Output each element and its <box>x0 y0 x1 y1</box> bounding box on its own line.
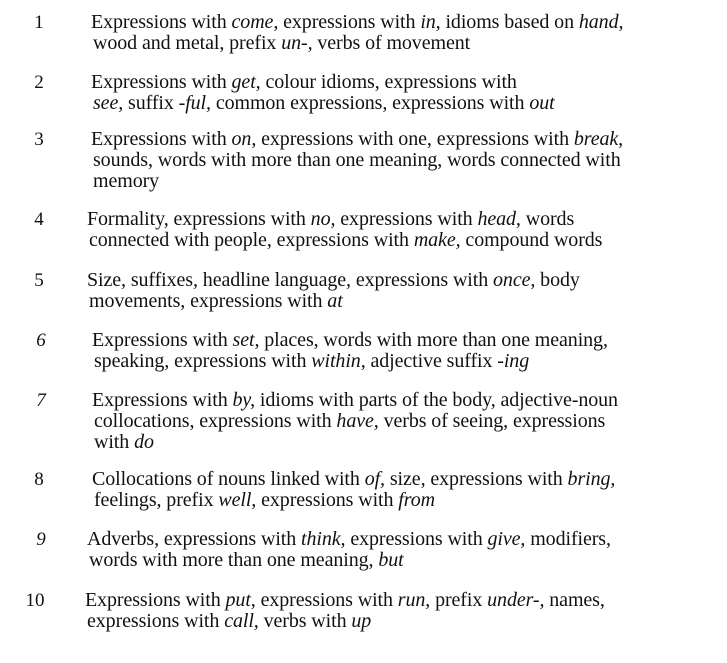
unit-number: 3 <box>34 129 44 150</box>
topic-text: sounds, words with more than one meaning, words connected with <box>93 149 621 171</box>
topic-text: size, expressions with <box>384 468 568 490</box>
topic-text: Adverbs, expressions with <box>87 528 302 550</box>
keyword-italic: think, <box>301 528 346 550</box>
keyword-italic: of, <box>364 468 385 490</box>
unit-number: 5 <box>34 270 44 291</box>
keyword-italic: set, <box>232 329 260 351</box>
topic-line <box>91 150 721 171</box>
keyword-italic: give, <box>487 528 526 550</box>
topic-text: Formality, expressions with <box>87 208 311 230</box>
keyword-italic: on, <box>231 128 257 150</box>
keyword-italic: hand, <box>578 11 624 33</box>
topic-text: verbs of movement <box>312 32 471 54</box>
topic-text: expressions with one, expressions with <box>256 128 574 150</box>
unit-number: 7 <box>36 390 46 411</box>
topic-text: colour idioms, expressions with <box>260 71 517 93</box>
keyword-italic: well, <box>218 489 257 511</box>
topic-line <box>87 291 717 312</box>
topic-text: places, words with more than one meaning, <box>259 329 608 351</box>
keyword-italic: make, <box>413 229 461 251</box>
topic-text: collocations, expressions with <box>94 410 337 432</box>
topic-text: connected with people, expressions with <box>89 229 414 251</box>
keyword-italic: under-, <box>487 589 545 611</box>
keyword-italic: once, <box>493 269 536 291</box>
unit-number: 2 <box>34 72 44 93</box>
topic-line <box>92 390 722 411</box>
keyword-italic: -ing <box>497 350 530 372</box>
topic-text: expressions with <box>335 208 478 230</box>
topic-line <box>92 351 722 372</box>
topic-line <box>87 529 717 550</box>
topic-text: movements, expressions with <box>89 290 328 312</box>
topic-text: Expressions with <box>91 128 232 150</box>
topic-line <box>87 550 717 571</box>
keyword-italic: see, <box>93 92 124 114</box>
unit-topics <box>87 529 717 571</box>
keyword-italic: come, <box>231 11 279 33</box>
topic-text: body <box>535 269 580 291</box>
topic-text: prefix <box>430 589 488 611</box>
unit-topics <box>92 469 722 511</box>
topic-text: speaking, expressions with <box>94 350 312 372</box>
topic-text: words <box>520 208 575 230</box>
unit-topics <box>85 590 715 632</box>
keyword-italic: out <box>529 92 555 114</box>
topic-text: expressions with <box>278 11 421 33</box>
topic-text: Size, suffixes, headline language, expressions with <box>87 269 494 291</box>
topic-text: Expressions with <box>92 329 233 351</box>
topic-line <box>87 270 717 291</box>
keyword-italic: by, <box>232 389 256 411</box>
unit-number: 4 <box>34 209 44 230</box>
topic-text: Collocations of nouns linked with <box>92 468 365 490</box>
topic-text: idioms based on <box>440 11 579 33</box>
keyword-italic: un-, <box>281 32 313 54</box>
keyword-italic: run, <box>397 589 431 611</box>
topic-line <box>92 411 722 432</box>
keyword-italic: from <box>398 489 435 511</box>
topic-text: adjective suffix <box>365 350 498 372</box>
unit-number: 9 <box>36 529 46 550</box>
keyword-italic: at <box>327 290 343 312</box>
keyword-italic: put, <box>225 589 256 611</box>
topic-line <box>85 590 715 611</box>
topic-line <box>87 209 717 230</box>
unit-topics <box>91 12 721 54</box>
topic-text: words with more than one meaning, <box>89 549 379 571</box>
keyword-italic: call, <box>224 610 259 632</box>
topic-text: expressions with <box>255 589 398 611</box>
keyword-italic: bring, <box>567 468 616 490</box>
topic-line <box>91 93 721 114</box>
unit-topics <box>92 330 722 372</box>
keyword-italic: have, <box>336 410 379 432</box>
topic-line <box>92 330 722 351</box>
keyword-italic: break, <box>573 128 624 150</box>
topic-text: verbs with <box>258 610 352 632</box>
topic-text: Expressions with <box>91 11 232 33</box>
topic-line <box>92 490 722 511</box>
keyword-italic: up <box>351 610 372 632</box>
topic-text: expressions with <box>345 528 488 550</box>
unit-number: 10 <box>25 590 45 611</box>
topic-text: compound words <box>460 229 603 251</box>
topic-text: Expressions with <box>85 589 226 611</box>
topic-text: modifiers, <box>525 528 611 550</box>
keyword-italic: no, <box>310 208 336 230</box>
topic-text: suffix <box>123 92 179 114</box>
topic-line <box>91 171 721 192</box>
topic-line <box>85 611 715 632</box>
keyword-italic: do <box>134 431 154 453</box>
topic-text: feelings, prefix <box>94 489 219 511</box>
unit-topics <box>91 129 721 192</box>
unit-number: 6 <box>36 330 46 351</box>
topic-text: names, <box>544 589 605 611</box>
topic-text: idioms with parts of the body, adjective-noun <box>255 389 618 411</box>
unit-number: 8 <box>34 469 44 490</box>
topic-line <box>91 33 721 54</box>
unit-topics <box>91 72 721 114</box>
topic-line <box>91 72 721 93</box>
topic-text: Expressions with <box>91 71 232 93</box>
keyword-italic: -ful, <box>178 92 211 114</box>
keyword-italic: in, <box>420 11 441 33</box>
keyword-italic: but <box>378 549 404 571</box>
unit-number: 1 <box>34 12 44 33</box>
topic-text: common expressions, expressions with <box>210 92 530 114</box>
topic-text: with <box>94 431 135 453</box>
topic-text: wood and metal, prefix <box>93 32 282 54</box>
topic-text: verbs of seeing, expressions <box>378 410 606 432</box>
keyword-italic: head, <box>477 208 521 230</box>
topic-text: expressions with <box>256 489 399 511</box>
unit-topics <box>87 270 717 312</box>
topic-text: memory <box>93 170 160 192</box>
topic-text: expressions with <box>87 610 225 632</box>
topic-text: Expressions with <box>92 389 233 411</box>
topic-line <box>91 129 721 150</box>
topic-line <box>92 432 722 453</box>
keyword-italic: get, <box>231 71 261 93</box>
unit-topics <box>92 390 722 453</box>
topic-line <box>92 469 722 490</box>
topic-line <box>91 12 721 33</box>
unit-topics <box>87 209 717 251</box>
topic-line <box>87 230 717 251</box>
keyword-italic: within, <box>311 350 366 372</box>
